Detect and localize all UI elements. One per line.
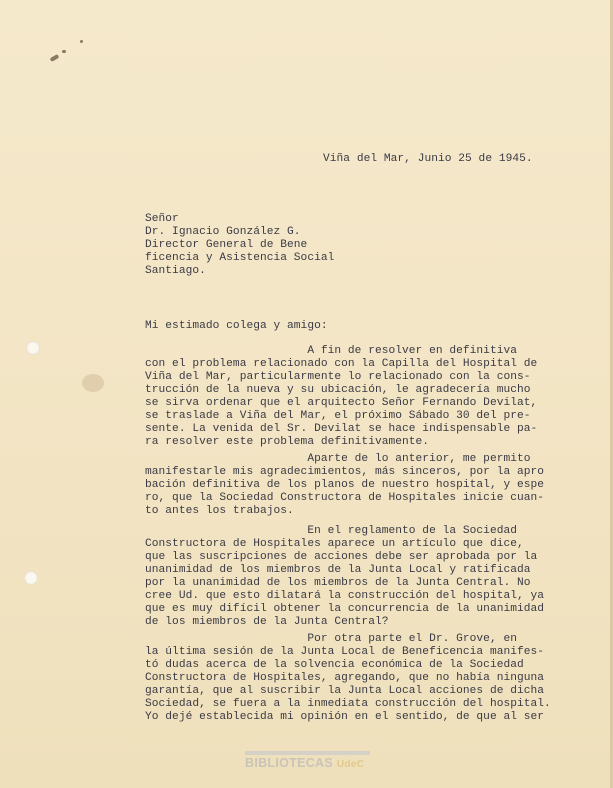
text-line: de los miembros de la Junta Central? (145, 616, 389, 628)
text-line: ra resolver este problema definitivamente. (145, 436, 430, 448)
letter-date: Viña del Mar, Junio 25 de 1945. (323, 153, 533, 165)
text-line: tó dudas acerca de la solvencia económica de la Sociedad (145, 659, 524, 671)
recipient-line: Dr. Ignacio González G. (145, 226, 301, 238)
text-line: la última sesión de la Junta Local de Beneficencia manifes- (145, 646, 545, 658)
paragraph-grove (145, 633, 551, 724)
text-line: manifestarle mis agradecimientos, más sinceros, por la apro (145, 466, 545, 478)
text-line: Constructora de Hospitales aparece un artículo que dice, (145, 538, 524, 550)
recipient-line: ficencia y Asistencia Social (145, 252, 335, 264)
text-line: garantía, que al suscribir la Junta Local acciones de dicha (145, 685, 545, 697)
text-line: cree Ud. que esto dilatará la construcción del hospital, ya (145, 590, 545, 602)
watermark-bar (245, 751, 370, 755)
text-line: con el problema relacionado con la Capilla del Hospital de (145, 358, 538, 370)
text-line: Aparte de lo anterior, me permito (145, 453, 531, 465)
watermark-main: BIBLIOTECAS (245, 756, 334, 770)
ink-speck (50, 54, 60, 62)
text-line: En el reglamento de la Sociedad (145, 525, 517, 537)
text-line: trucción de la nueva y su ubicación, le agradecería mucho (145, 384, 531, 396)
paper-stain (82, 374, 104, 392)
ink-speck (80, 40, 83, 43)
library-watermark (245, 751, 370, 775)
watermark-accent: UdeC (336, 759, 365, 770)
text-line: unanimidad de los miembros de la Junta Local y ratificada (145, 564, 531, 576)
text-line: se sirva ordenar que el arquitecto Señor Fernando Devilat, (145, 397, 538, 409)
text-line: sente. La venida del Sr. Devilat se hace indispensable pa- (145, 423, 538, 435)
text-line: por la unanimidad de los miembros de la Junta Central. No (145, 577, 531, 589)
watermark-text (245, 756, 364, 770)
punch-hole-bottom (24, 571, 38, 585)
recipient-line: Señor (145, 213, 179, 225)
paragraph-regulation (145, 525, 544, 629)
ink-speck (62, 50, 66, 53)
punch-hole-top (26, 341, 40, 355)
salutation: Mi estimado colega y amigo: (145, 320, 328, 332)
text-line: Viña del Mar, particularmente lo relacionado con la cons- (145, 371, 531, 383)
text-line: ro, que la Sociedad Constructora de Hospitales inicie cuan- (145, 492, 545, 504)
paragraph-thanks (145, 453, 544, 518)
recipient-line: Director General de Bene (145, 239, 308, 251)
recipient-line: Santiago. (145, 265, 206, 277)
text-line: que es muy difícil obtener la concurrencia de la unanimidad (145, 603, 545, 615)
text-line: Por otra parte el Dr. Grove, en (145, 633, 517, 645)
text-line: Sociedad, se fuera a la inmediata construcción del hospital. (145, 698, 551, 710)
text-line: que las suscripciones de acciones debe ser aprobada por la (145, 551, 538, 563)
paragraph-chapel (145, 345, 537, 449)
recipient-block (145, 213, 334, 278)
text-line: se traslade a Viña del Mar, el próximo Sábado 30 del pre- (145, 410, 531, 422)
text-line: to antes los trabajos. (145, 505, 294, 517)
text-line: bación definitiva de los planos de nuestro hospital, y espe (145, 479, 545, 491)
text-line: Yo dejé establecida mi opinión en el sentido, de que al ser (145, 711, 545, 723)
text-line: Constructora de Hospitales, agregando, que no había ninguna (145, 672, 545, 684)
text-line: A fin de resolver en definitiva (145, 345, 517, 357)
